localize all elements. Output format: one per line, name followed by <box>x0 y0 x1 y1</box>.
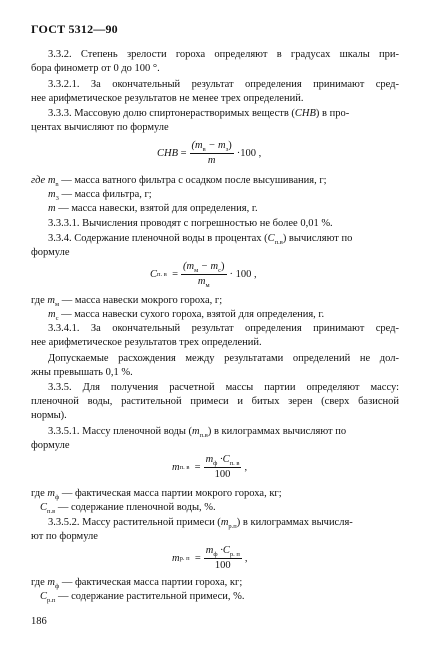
text-line: $C_{р.п}$ — содержание растительной примеси, %. <box>40 591 245 605</box>
text-line: формуле <box>31 440 70 451</box>
text-line: нормы). <box>31 410 67 421</box>
text-line: центах вычисляют по формуле <box>31 122 169 133</box>
text-line: $C_{п.в}$ — содержание пленочной воды, %. <box>40 502 216 516</box>
text-line: формуле <box>31 247 70 258</box>
text-line: 3.3.4. Содержание пленочной воды в процентах $(C_{п.в})$ вычисляют по <box>48 233 353 247</box>
text-line: Допускаемые расхождения между результатами определений не дол- <box>48 353 399 364</box>
page-number: 186 <box>31 616 47 627</box>
text-line: где $m_м$ — масса навески мокрого гороха, г; <box>31 295 223 309</box>
text-line: 3.3.5. Для получения расчетной массы партии определяют массу: <box>48 382 399 393</box>
text-line: $m_с$ — масса навески сухого гороха, взятой для определения, г. <box>48 309 325 323</box>
text-line: пленочной воды, растительной примеси и битых зерен (сверх базисной <box>31 396 399 407</box>
text-line: 3.3.5.1. Массу пленочной воды $(m_{п.в})$ в килограммах вычисляют по <box>48 426 347 440</box>
formula-mpv: m п. в = $\frac{m_ф \cdot C_{п. в}}{100}$ , <box>172 454 248 480</box>
text-line: где $m_ф$ — фактическая масса партии гороха, кг; <box>31 577 243 591</box>
text-line: где $m_ф$ — фактическая масса партии мокрого гороха, кг; <box>31 488 282 502</box>
formula-cpv: C п. в = $\frac{(m_м - m_c)}{m_м}$ · 100 , <box>150 261 257 290</box>
text-line: $m_3$ — масса фильтра, г; <box>48 189 152 203</box>
text-line: 3.3.3.1. Вычисления проводят с погрешностью не более 0,01 %. <box>48 218 333 229</box>
text-line: нее арифметическое результатов не менее трех определений. <box>31 93 304 104</box>
formula-chb: CHB = $\frac{(m_в - m_з)}{m}$ ·100 , <box>157 140 262 166</box>
text-line: где $m_n$ — масса ватного фильтра с осадком после высушивания, г; <box>31 175 327 189</box>
text-line: 3.3.2. Степень зрелости гороха определяют в градусах шкалы при- <box>48 49 399 60</box>
standard-header: ГОСТ 5312—90 <box>31 22 118 36</box>
formula-mrp: m р. п = $\frac{m_ф \cdot C_{р. п}}{100}$ , <box>172 545 248 571</box>
text-line: жны превышать 0,1 %. <box>31 367 133 378</box>
text-line: 3.3.5.2. Массу растительной примеси $(m_{р.п})$ в килограммах вычисля- <box>48 517 353 531</box>
text-line: m — масса навески, взятой для определения, г. <box>48 203 258 214</box>
text-line: бора финометр от 0 до 100 °. <box>31 63 160 74</box>
text-line: ют по формуле <box>31 531 98 542</box>
text-line: нее арифметическое результатов трех определений. <box>31 337 262 348</box>
text-line: 3.3.3. Массовую долю спиртонерастворимых веществ (CHB) в про- <box>48 108 350 119</box>
text-line: 3.3.2.1. За окончательный результат определения принимают сред- <box>48 79 399 90</box>
text-line: 3.3.4.1. За окончательный результат определения принимают сред- <box>48 323 399 334</box>
